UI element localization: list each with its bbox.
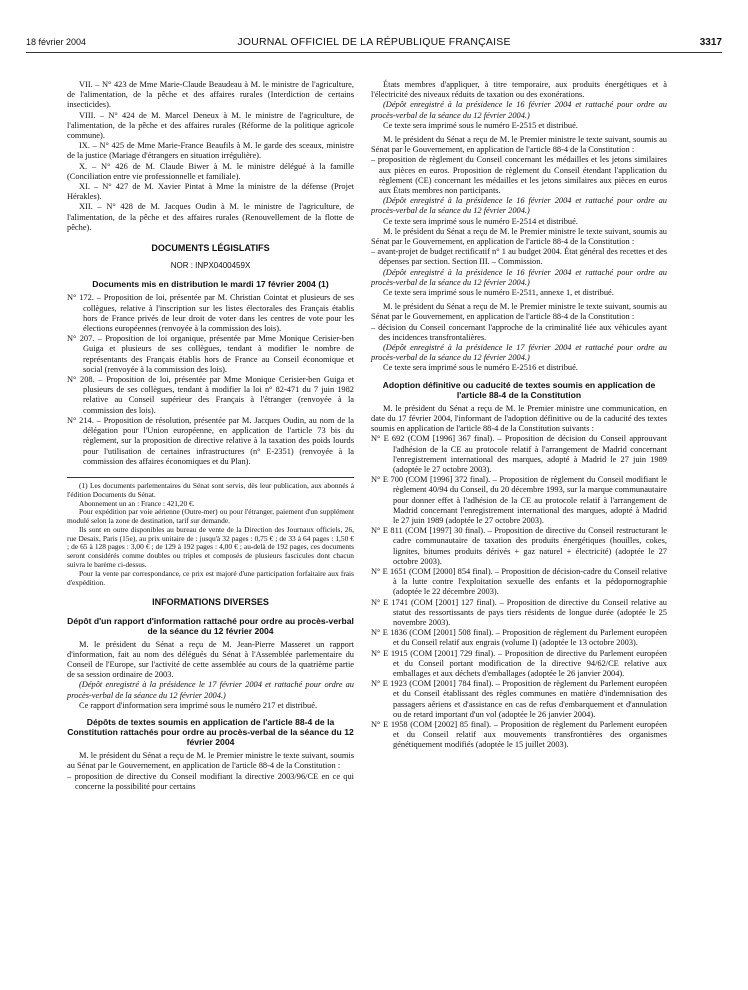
depot-note: (Dépôt enregistré à la présidence le 16 février 2004 et rattaché pour ordre au procès-verbal de la séance du 12 février 2004.)	[371, 196, 667, 216]
adoption-item: N° E 1741 (COM [2001] 127 final). – Proposition de directive du Conseil relative au statut des ressortissants de pays tiers résidents de longue durée (adoptée le 25 novembre 2003).	[371, 597, 667, 627]
print-note: Ce texte sera imprimé sous le numéro E-2514 et distribué.	[383, 216, 578, 226]
adoption-item: N° E 1923 (COM [2001] 784 final). – Proposition de règlement du Parlement européen et du Conseil établissant des règles communes en matière d'indemnisation des passagers aériens et d'assistance en cas de refus d'embarquement et d'annulation ou de retard important d'un vol (adoptée le 26 janvier 2004).	[371, 679, 667, 719]
adoption-item: N° E 700 (COM [1996] 372 final). – Proposition de règlement du Conseil modifiant le règlement 40/94 du Conseil, du 20 décembre 1993, sur la marque communautaire pour donner effet à l'adhésion de la CE au protocole relatif à l'arrangement de Madrid concernant l'enregistrement international des marques, adopté à Madrid le 27 juin 1989 (adoptée le 27 octobre 2003).	[371, 475, 667, 525]
distribution-title: Documents mis en distribution le mardi 17 février 2004 (1)	[92, 279, 329, 290]
depot-rapport-title: Dépôt d'un rapport d'information rattaché pour ordre au procès-verbal de la séance du 12 février 2004	[67, 615, 354, 636]
footnote: Abonnement un an : France : 421,20 €.	[79, 498, 195, 508]
print-note: Ce texte sera imprimé sous le numéro E-2511, annexe 1, et distribué.	[383, 288, 614, 298]
adoption-item: N° E 811 (COM [1997] 30 final). – Proposition de directive du Conseil restructurant le cadre communautaire de taxation des produits énergétiques (houilles, cokes, lignites, bitumes produits dérivés + gaz naturel + électricité) (adoptée le 27 octobre 2003).	[371, 526, 667, 566]
journal-title: JOURNAL OFFICIEL DE LA RÉPUBLIQUE FRANÇAISE	[237, 36, 511, 48]
adoption-item: N° E 1836 (COM [2001] 508 final). – Proposition de règlement du Parlement européen et du Conseil relatif aux engrais (volume I) (adoptée le 13 octobre 2003).	[371, 628, 667, 648]
depot-note: (Dépôt enregistré à la présidence le 17 février 2004 et rattaché pour ordre au procès-verbal de la séance du 12 février 2004.)	[371, 343, 667, 363]
textes-item: – proposition de directive du Conseil modifiant la directive 2003/96/CE en ce qui concerne la possibilité pour certains	[67, 771, 354, 791]
footnote: Pour la vente par correspondance, ce prix est majoré d'une participation forfaitaire aux frais d'expédition.	[67, 568, 354, 587]
info-section-title: INFORMATIONS DIVERSES	[152, 597, 269, 608]
paragraph: M. le président du Sénat a reçu de M. le Premier ministre le texte suivant, soumis au Sénat par le Gouvernement, en application de l'article 88-4 de la Constitution :	[371, 135, 667, 155]
adoption-item: N° E 1915 (COM [2001] 729 final). – Proposition de directive du Parlement européen et du Conseil portant modification de la directive 94/62/CE relative aux emballages et aux déchets d'emballages (adoptée le 26 janvier 2004).	[371, 648, 667, 678]
questions-list	[67, 80, 354, 233]
depot-note: (Dépôt enregistré à la présidence le 17 février 2004 et rattaché pour ordre au procès-verbal de la séance du 12 février 2004.)	[67, 680, 354, 700]
print-note: Ce texte sera imprimé sous le numéro E-2516 et distribué.	[383, 363, 578, 373]
document-item: N° 208. – Proposition de loi, présentée par Mme Monique Cerisier-ben Guiga et plusieurs de ses collègues, tendant à modifier la loi n° 82-471 du 7 juin 1982 relative au Conseil supérieur des Français à l'étranger (renvoyée à la commission des lois).	[67, 375, 354, 415]
depot-paragraph: M. le président du Sénat a reçu de M. Jean-Pierre Masseret un rapport d'information, fait au nom des délégués du Sénat à l'Assemblée parlementaire du Conseil de l'Europe, sur l'activité de cette assemblée au cours de la quatrième partie de sa session ordinaire de 2003.	[67, 639, 354, 680]
question-item: IX. – N° 425 de Mme Marie-France Beaufils à M. le garde des sceaux, ministre de la justice (Mariage d'étrangers en situation irrégulière).	[67, 141, 354, 161]
paragraph: M. le président du Sénat a reçu de M. le Premier ministre le texte suivant, soumis au Sénat par le Gouvernement, en application de l'article 88-4 de la Constitution :	[371, 302, 667, 322]
footnote-rule	[67, 477, 354, 478]
depot-note: (Dépôt enregistré à la présidence le 16 février 2004 et rattaché pour ordre au procès-verbal de la séance du 12 février 2004.)	[371, 100, 667, 120]
documents-list	[67, 293, 354, 466]
header-date: 18 février 2004	[26, 37, 87, 47]
footnote: Pour expédition par voie aérienne (Outre-mer) ou pour l'étranger, paiement d'un supplément modulé selon la zone de destination, tarif sur demande.	[67, 507, 354, 526]
page-number: 3317	[699, 37, 722, 48]
text-item: – proposition de règlement du Conseil concernant les médailles et les jetons similaires aux pièces en euros. Proposition de règlement du Conseil étendant l'application du règlement (CE) concernant les médailles et les jetons similaires aux pièces en euros aux États membres non participants.	[371, 155, 667, 196]
docs-section-title: DOCUMENTS LÉGISLATIFS	[151, 243, 270, 254]
paragraph: M. le président du Sénat a reçu de M. le Premier ministre le texte suivant, soumis au Sénat par le Gouvernement, en application de l'article 88-4 de la Constitution :	[371, 226, 667, 247]
text-item: – décision du Conseil concernant l'approche de la criminalité liée aux véhicules ayant des incidences transfrontalières.	[371, 322, 667, 342]
adoption-item: N° E 1651 (COM [2000] 854 final). – Proposition de décision-cadre du Conseil relative à la lutte contre l'exploitation sexuelle des enfants et la pédopornographie (adoptée le 22 décembre 2003).	[371, 566, 667, 597]
adoption-title: Adoption définitive ou caducité de textes soumis en application de l'article 88-4 de la Constitution	[382, 379, 656, 400]
paragraph: États membres d'appliquer, à titre temporaire, aux produits énergétiques et à l'électricité des niveaux réduits de taxation ou des exonérations.	[371, 80, 667, 100]
question-item: XI. – N° 427 de M. Xavier Pintat à Mme la ministre de la défense (Projet Hérakles).	[67, 182, 354, 202]
header-rule	[26, 52, 722, 53]
adoption-item: N° E 1958 (COM [2002] 85 final). – Proposition de règlement du Parlement européen et du Conseil relatif aux mouvements transfrontières des organismes génétiquement modifiés (adoptée le 15 juillet 2003).	[371, 719, 667, 750]
depot-note: (Dépôt enregistré à la présidence le 16 février 2004 et rattaché pour ordre au procès-verbal de la séance du 12 février 2004.)	[371, 267, 667, 287]
depot-print-note: Ce rapport d'information sera imprimé sous le numéro 217 et distribué.	[79, 700, 318, 710]
right-column	[371, 80, 667, 751]
document-item: N° 214. – Proposition de résolution, présentée par M. Jacques Oudin, au nom de la délégation pour l'Union européenne, en application de l'article 73 bis du règlement, sur la proposition de directive relative à la taxation des poids lourds pour l'utilisation de certaines infrastructures (n° E-2351) (renvoyée à la commission des affaires économiques et du Plan).	[67, 415, 354, 466]
left-column	[67, 80, 354, 792]
page-header	[0, 0, 748, 48]
question-item: VIII. – N° 424 de M. Marcel Deneux à M. le ministre de l'agriculture, de l'alimentation, de la pêche et des affaires rurales (Réforme de la politique agricole commune).	[67, 110, 354, 141]
adoption-list	[371, 434, 667, 750]
footnotes	[67, 482, 354, 588]
adoption-paragraph: M. le président du Sénat a reçu de M. le Premier ministre une communication, en date du 17 février 2004, l'informant de l'adoption définitive ou de la caducité des textes soumis en application de l'article 88-4 de la Constitution suivants :	[371, 403, 667, 434]
document-item: N° 207. – Proposition de loi organique, présentée par Mme Monique Cerisier-ben Guiga et plusieurs de ses collègues, tendant à modifier le nombre de représentants des Français établis hors de France au Conseil économique et social (renvoyée à la commission des lois).	[67, 334, 354, 374]
footnote: (1) Les documents parlementaires du Sénat sont servis, dès leur publication, aux abonnés à l'édition Documents du Sénat.	[67, 480, 354, 499]
text-item: – avant-projet de budget rectificatif n° 1 au budget 2004. État général des recettes et des dépenses par section. Section III. – Commission.	[371, 247, 667, 267]
print-note: Ce texte sera imprimé sous le numéro E-2515 et distribué.	[383, 120, 578, 130]
question-item: X. – N° 426 de M. Claude Biwer à M. le ministre délégué à la famille (Conciliation entre vie professionnelle et familiale).	[67, 161, 354, 181]
textes-title: Dépôts de textes soumis en application de l'article 88-4 de la Constitution rattachés pour ordre au procès-verbal de la séance du 12 février 2004	[67, 717, 354, 748]
footnote: Ils sont en outre disponibles au bureau de vente de la Direction des Journaux officiels, 26, rue Desaix, Paris (15e), au prix unitaire de : jusqu'à 32 pages : 0,75 € ; de 33 à 64 pages : 1,50 € ; de 65 à 128 pages : 3,00 € ; de 129 à 192 pages : 4,00 € ; au-delà de 192 pages, ces documents seront considérés comme doubles ou triples et composés de plusieurs fascicules dont chacun suivra le barème ci-dessus.	[67, 524, 354, 570]
textes-paragraph: M. le président du Sénat a reçu de M. le Premier ministre le texte suivant, soumis au Sénat par le Gouvernement, en application de l'article 88-4 de la Constitution :	[67, 751, 354, 771]
question-item: XII. – N° 428 de M. Jacques Oudin à M. le ministre de l'agriculture, de l'alimentation, de la pêche et des affaires rurales (Renouvellement de la flotte de pêche).	[67, 202, 354, 232]
document-item: N° 172. – Proposition de loi, présentée par M. Christian Cointat et plusieurs de ses collègues, relative à l'inscription sur les listes électorales des Français établis hors de France privés de leur droit de voter dans les centres de vote pour les élections européennes (renvoyée à la commission des lois).	[67, 293, 354, 334]
nor-reference: NOR : INPX0400459X	[170, 261, 251, 271]
question-item: VII. – N° 423 de Mme Marie-Claude Beaudeau à M. le ministre de l'agriculture, de l'alimentation, de la pêche et des affaires rurales (Interdiction de certains insecticides).	[67, 80, 354, 110]
adoption-item: N° E 692 (COM [1996] 367 final). – Proposition de décision du Conseil approuvant l'adhésion de la CE au protocole relatif à l'arrangement de Madrid concernant l'enregistrement international des marques, adopté à Madrid le 27 juin 1989 (adoptée le 27 octobre 2003).	[371, 434, 667, 474]
